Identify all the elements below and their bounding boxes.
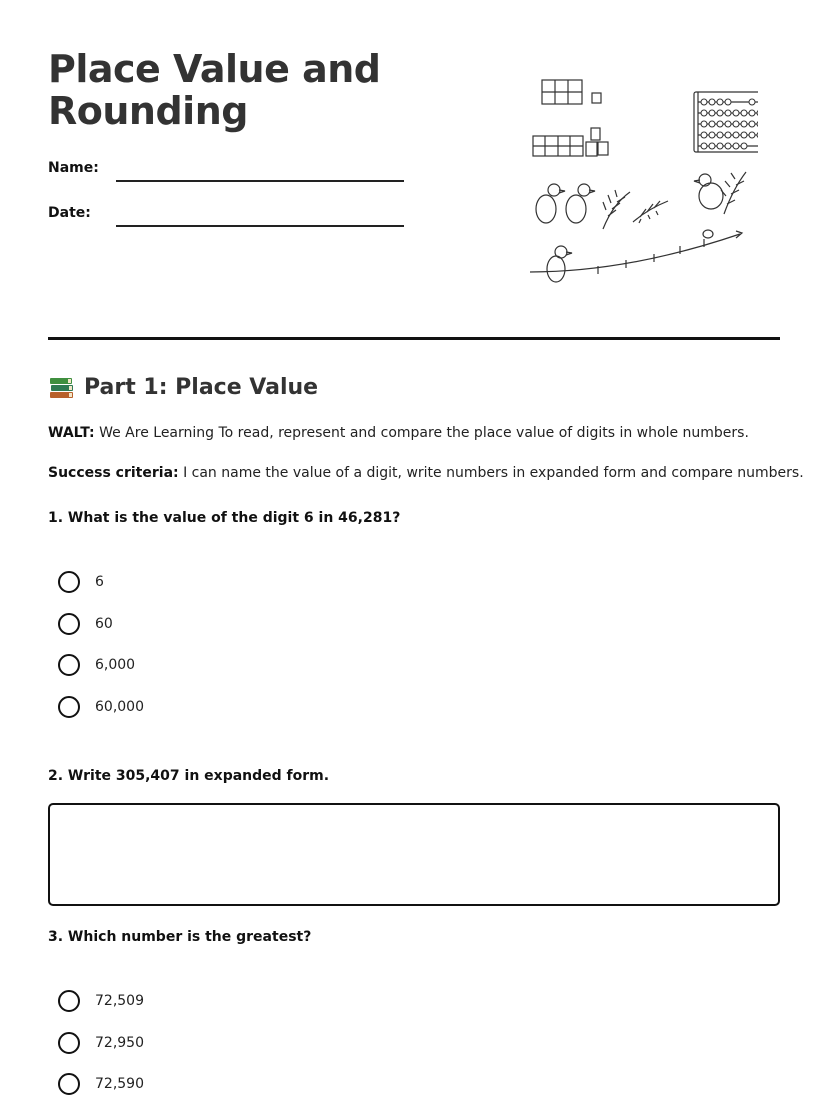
q1-option-1-label: 6 [95, 574, 104, 590]
title-line-1: Place Value and [48, 47, 381, 91]
part1-title: Part 1: Place Value [84, 375, 319, 400]
q1-option-4-label: 60,000 [95, 699, 144, 715]
q1-option-4[interactable] [58, 695, 144, 719]
q3-option-1-label: 72,509 [95, 993, 144, 1009]
walt-text: We Are Learning To read, represent and compare the place value of digits in whole numbers. [94, 425, 749, 441]
success-criteria [48, 465, 804, 481]
walt-statement [48, 425, 749, 441]
q1-option-3-label: 6,000 [95, 657, 136, 673]
radio-button[interactable] [58, 696, 80, 718]
question-1-text: 1. What is the value of the digit 6 in 46,281? [48, 510, 401, 526]
radio-button[interactable] [58, 990, 80, 1012]
success-label: Success criteria: [48, 465, 179, 481]
title-line-2: Rounding [48, 89, 248, 133]
part1-heading [48, 374, 318, 401]
question-3-text: 3. Which number is the greatest? [48, 929, 312, 945]
radio-button[interactable] [58, 1073, 80, 1095]
worksheet-page [48, 0, 804, 1118]
date-label: Date: [48, 205, 91, 221]
success-text: I can name the value of a digit, write numbers in expanded form and compare numbers. [178, 465, 804, 481]
expanded-form-answer-box[interactable] [48, 803, 780, 906]
books-icon [48, 374, 75, 401]
q3-option-1[interactable] [58, 989, 144, 1013]
header-divider [48, 337, 780, 340]
radio-button[interactable] [58, 1032, 80, 1054]
q3-option-2[interactable] [58, 1031, 144, 1055]
q3-option-3[interactable] [58, 1072, 144, 1096]
q1-option-2[interactable] [58, 612, 113, 636]
q1-option-2-label: 60 [95, 616, 113, 632]
date-field[interactable] [116, 225, 404, 227]
page-title [48, 48, 468, 132]
name-field[interactable] [116, 180, 404, 182]
question-2-text: 2. Write 305,407 in expanded form. [48, 768, 330, 784]
q1-option-3[interactable] [58, 653, 135, 677]
walt-label: WALT: [48, 425, 95, 441]
name-label: Name: [48, 160, 99, 176]
q1-option-1[interactable] [58, 570, 104, 594]
radio-button[interactable] [58, 613, 80, 635]
q3-option-2-label: 72,950 [95, 1035, 144, 1051]
q3-option-3-label: 72,590 [95, 1076, 144, 1092]
radio-button[interactable] [58, 654, 80, 676]
place-value-clipart-icon [528, 74, 758, 294]
radio-button[interactable] [58, 571, 80, 593]
